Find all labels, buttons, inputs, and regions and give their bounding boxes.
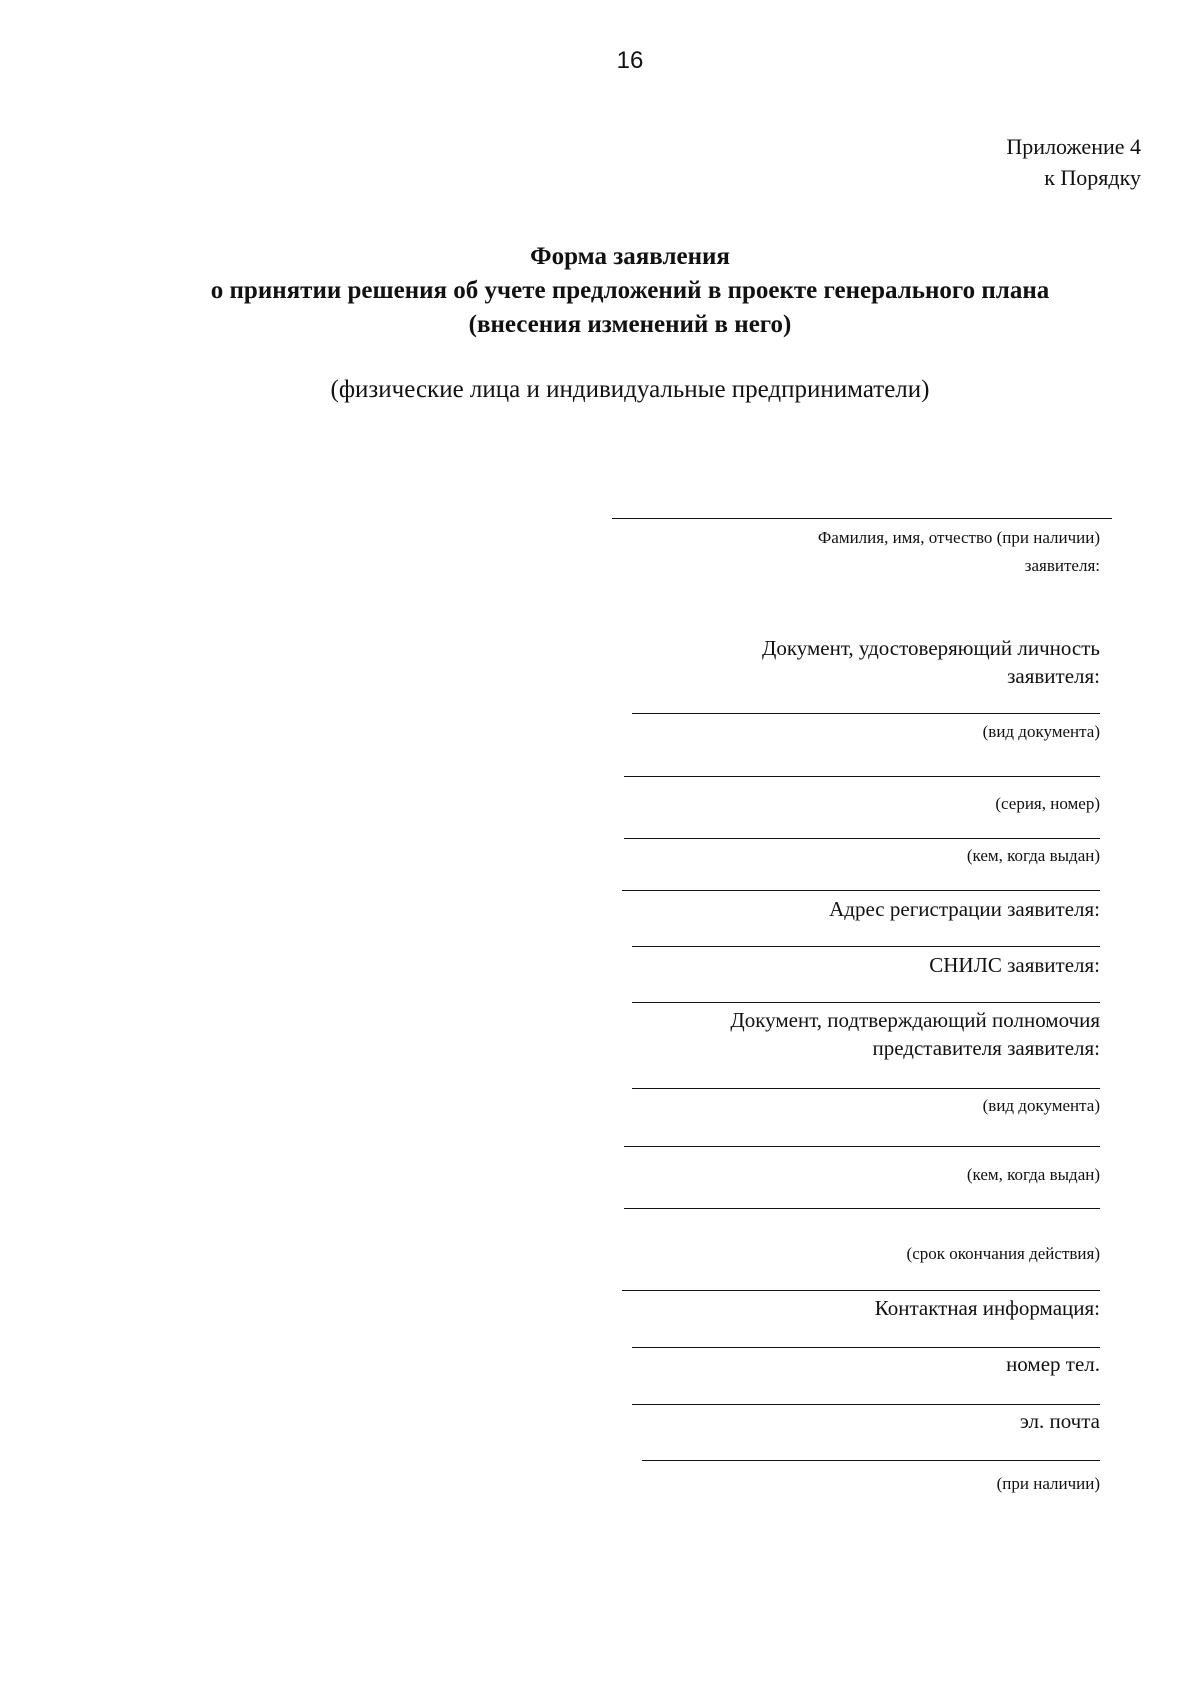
snils-label: СНИЛС заявителя: xyxy=(929,953,1100,977)
rep-expiry-caption: (срок окончания действия) xyxy=(906,1244,1100,1263)
id-document-label-line-1: Документ, удостоверяющий личность xyxy=(762,636,1100,660)
email-field-line[interactable] xyxy=(642,1460,1100,1461)
reg-address-field-line[interactable] xyxy=(632,946,1100,947)
issued-by-caption: (кем, когда выдан) xyxy=(966,846,1100,865)
form-title-line-2: о принятии решения об учете предложений в проекте генерального плана xyxy=(210,277,1050,304)
issued-by-field-line[interactable] xyxy=(624,838,1100,839)
email-label: эл. почта xyxy=(1019,1409,1100,1433)
appendix-line-2: к Порядку xyxy=(1044,165,1141,190)
fio-field-line[interactable] xyxy=(612,518,1112,519)
form-subtitle: (физические лица и индивидуальные предприниматели) xyxy=(330,376,930,403)
id-document-label xyxy=(580,634,1100,690)
rep-doc-type-field-line[interactable] xyxy=(632,1088,1100,1089)
form-title-line-3: (внесения изменений в него) xyxy=(468,311,792,338)
if-available-caption: (при наличии) xyxy=(996,1474,1100,1493)
rep-document-label-line-1: Документ, подтверждающий полномочия xyxy=(730,1008,1100,1032)
contact-info-field-line[interactable] xyxy=(632,1347,1100,1348)
doc-type-field-line[interactable] xyxy=(632,713,1100,714)
appendix-reference xyxy=(1006,131,1141,193)
fio-label-line-1: Фамилия, имя, отчество (при наличии) xyxy=(817,528,1100,547)
reg-address-label: Адрес регистрации заявителя: xyxy=(829,897,1100,921)
contact-info-top-line xyxy=(622,1290,1100,1291)
rep-document-label xyxy=(580,1006,1100,1062)
series-number-caption: (серия, номер) xyxy=(995,794,1100,813)
fio-label xyxy=(580,524,1100,580)
reg-address-top-line xyxy=(622,890,1100,891)
form-title xyxy=(130,240,1130,342)
doc-type-caption: (вид документа) xyxy=(982,722,1100,741)
fio-label-line-2: заявителя: xyxy=(1024,556,1100,575)
contact-info-label: Контактная информация: xyxy=(874,1296,1100,1320)
rep-expiry-field-line[interactable] xyxy=(624,1208,1100,1209)
rep-issued-by-field-line[interactable] xyxy=(624,1146,1100,1147)
phone-field-line[interactable] xyxy=(632,1404,1100,1405)
rep-issued-by-caption: (кем, когда выдан) xyxy=(966,1165,1100,1184)
appendix-line-1: Приложение 4 xyxy=(1006,134,1141,159)
rep-doc-type-caption: (вид документа) xyxy=(982,1096,1100,1115)
rep-document-label-line-2: представителя заявителя: xyxy=(872,1036,1100,1060)
page-number: 16 xyxy=(616,47,644,74)
snils-field-line[interactable] xyxy=(632,1002,1100,1003)
series-number-field-line[interactable] xyxy=(624,776,1100,777)
id-document-label-line-2: заявителя: xyxy=(1007,664,1100,688)
form-title-line-1: Форма заявления xyxy=(530,243,730,270)
phone-label: номер тел. xyxy=(1006,1352,1100,1376)
